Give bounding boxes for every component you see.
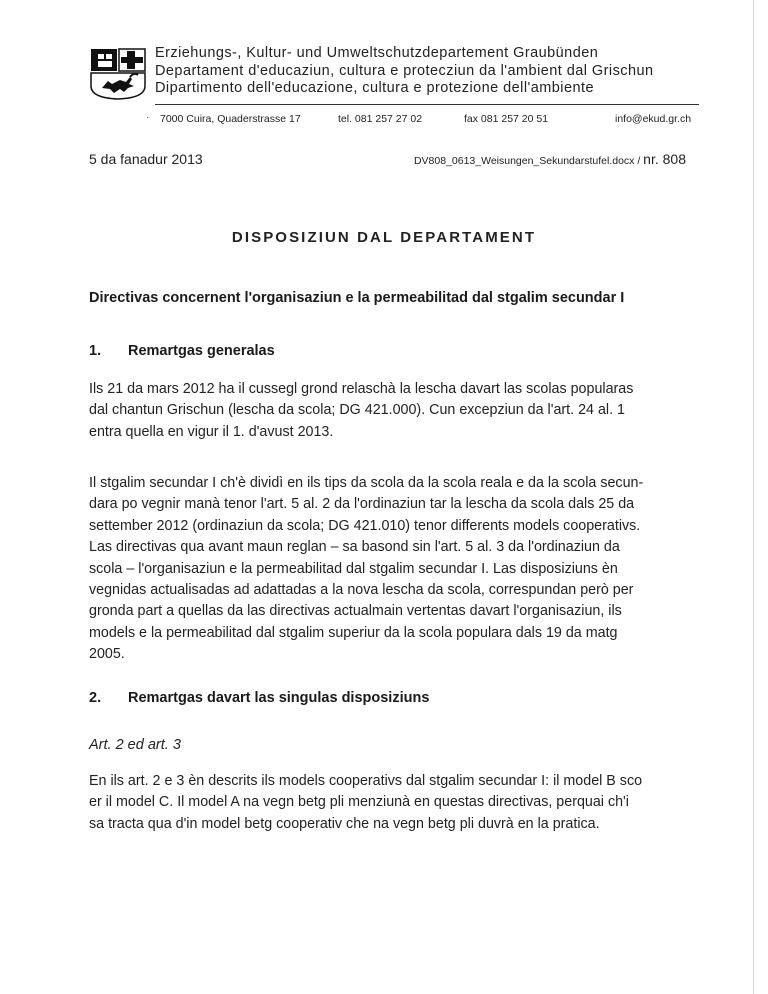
text-line: Il stgalim secundar I ch'è dividì en ils tips da scola da la scola reala e da la scola secun- (89, 475, 644, 491)
email-link[interactable]: info@ekud.gr.ch (615, 113, 692, 125)
section-title: Remartgas generalas (128, 343, 275, 359)
article-subheading: Art. 2 ed art. 3 (89, 737, 181, 753)
text-line: En ils art. 2 e 3 èn descrits ils models cooperativs dal stgalim secundar I: il model B sco (89, 773, 643, 789)
text-line: Las directivas qua avant maun reglan – sa basond sin l'art. 5 al. 3 da l'ordinaziun da (89, 539, 620, 556)
department-names (155, 45, 654, 98)
document-date: 5 da fanadur 2013 (89, 151, 203, 167)
text-line: 2005. (89, 646, 125, 663)
department-name-italian: Dipartimento dell'educazione, cultura e protezione dell'ambiente (155, 80, 594, 96)
bullet-dot: · (146, 112, 150, 123)
graubuenden-coat-of-arms-logo (90, 48, 146, 100)
section-number: 1. (89, 343, 102, 359)
document-subject: Directivas concernent l'organisaziun e la permeabilitad dal stgalim secundar I (89, 290, 625, 306)
fax: fax 081 257 20 51 (464, 113, 549, 125)
text-line: dara po vegnir manà tenor l'art. 5 al. 2 da l'ordinaziun tar la lescha da scola dals 25 da (89, 496, 635, 513)
document-number: nr. 808 (643, 151, 686, 167)
text-line: vegnidas actualisadas ad adattadas a la nova lescha da scola, correspundan però per (89, 582, 634, 599)
section-title: Remartgas davart las singulas disposiziuns (128, 690, 430, 706)
section-2-heading (89, 690, 429, 706)
address: 7000 Cuira, Quaderstrasse 17 (160, 113, 301, 125)
telephone: tel. 081 257 27 02 (338, 113, 423, 125)
document-reference (414, 151, 686, 169)
text-line: dal chantun Grischun (lescha da scola; DG 421.000). Cun excepziun da l'art. 24 al. 1 (89, 402, 625, 419)
file-reference: DV808_0613_Weisungen_Sekundarstufel.docx / (413, 155, 644, 167)
text-line: settember 2012 (ordinaziun da scola; DG 421.010) tenor differents models cooperativs. (89, 517, 641, 534)
header-divider (155, 104, 699, 105)
text-line: models e la permeabilitad dal stgalim superiur da la scola populara dals 19 da matg (89, 624, 618, 641)
page-edge (753, 0, 754, 994)
document-title: DISPOSIZIUN DAL DEPARTAMENT (231, 229, 537, 246)
text-line: scola – l'organisaziun e la permeabilitad dal stgalim secundar I. Las disposiziuns èn (89, 560, 618, 577)
section-number: 2. (89, 690, 102, 706)
department-name-german: Erziehungs-, Kultur- und Umweltschutzdepartement Graubünden (155, 45, 599, 61)
text-line: sa tracta qua d'in model betg cooperativ che na vegn betg pli duvrà en la pratica. (89, 815, 600, 832)
paragraph (89, 771, 699, 835)
paragraph (89, 379, 699, 443)
section-1-heading (89, 343, 275, 359)
text-line: entra quella en vigur il 1. d'avust 2013. (89, 423, 334, 440)
text-line: Ils 21 da mars 2012 ha il cussegl grond relaschà la lescha davart las scolas popularas (89, 381, 634, 397)
text-line: er il model C. Il model A na vegn betg pli menziunà en questas directivas, perquai ch'i (89, 794, 629, 811)
paragraph (89, 473, 699, 666)
coat-of-arms-icon (90, 48, 146, 100)
text-line: gronda part a quellas da las directivas actualmain vertentas davart l'organisaziun, ils (89, 603, 622, 620)
department-name-romansh: Departament d'educaziun, cultura e protecziun da l'ambient dal Grischun (155, 62, 654, 79)
